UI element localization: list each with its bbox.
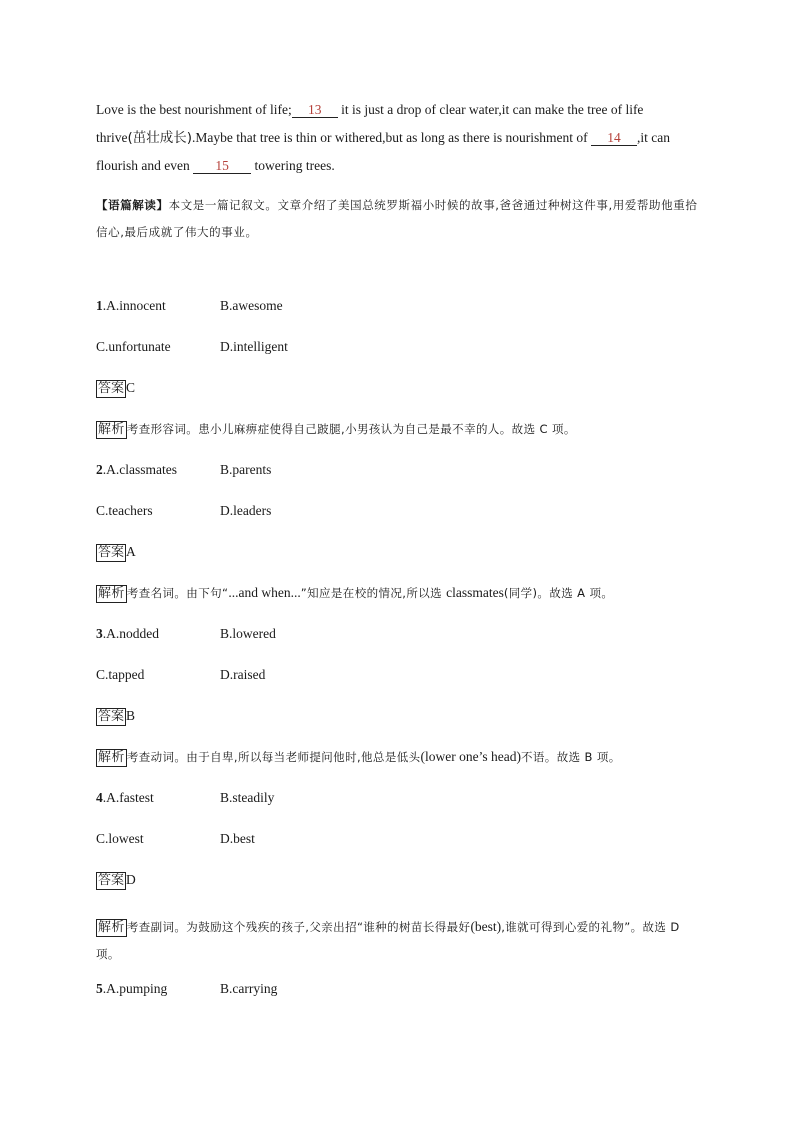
- option-d: D.raised: [220, 666, 266, 682]
- question-list: [96, 298, 706, 1022]
- analysis-text: ,谁就可得到心爱的礼物”。故选 D 项。: [96, 919, 680, 961]
- passage-text: .Maybe that tree is thin or withered,but as long as there is nourishment of: [192, 129, 591, 145]
- analysis-text: (同学)。故选 A 项。: [503, 585, 614, 600]
- question-1-analysis: [96, 421, 706, 462]
- option-a: .A.pumping: [102, 980, 168, 996]
- blank-14: 14: [591, 130, 637, 146]
- passage-text: ,it can: [636, 129, 670, 145]
- option-a: .A.classmates: [102, 461, 177, 477]
- analysis-text: 考查形容词。患小儿麻痹症使得自己跛腿,小男孩认为自己是最不幸的人。故选 C 项。: [126, 421, 576, 436]
- passage-text: towering trees.: [251, 158, 335, 173]
- question-2-options-row2: [96, 503, 706, 544]
- analysis-label: 解析: [98, 919, 125, 935]
- question-4-options-row1: [96, 790, 706, 831]
- answer-label: 答案: [98, 544, 125, 560]
- analysis-text: ...and when...: [228, 584, 301, 600]
- question-2-analysis: [96, 585, 706, 626]
- option-c: C.unfortunate: [96, 338, 171, 354]
- passage-gloss: (茁壮成长): [127, 129, 193, 146]
- option-b: B.steadily: [220, 789, 275, 805]
- analysis-label: 解析: [98, 421, 125, 437]
- reading-summary-tag: 【语篇解读】: [96, 197, 169, 212]
- answer-value: B: [126, 707, 136, 723]
- answer-value: A: [126, 543, 136, 559]
- question-2-answer: [96, 544, 706, 585]
- analysis-label: 解析: [98, 749, 125, 765]
- question-3-analysis: [96, 749, 706, 790]
- analysis-label: 解析: [98, 585, 125, 601]
- blank-13: 13: [292, 102, 338, 118]
- option-c: C.teachers: [96, 502, 153, 518]
- question-number: 3: [96, 625, 103, 641]
- option-d: D.best: [220, 830, 255, 846]
- answer-value: D: [126, 871, 136, 887]
- document-page: [96, 96, 706, 1022]
- option-a: .A.fastest: [102, 789, 154, 805]
- question-4-options-row2: [96, 831, 706, 872]
- question-1-options-row2: [96, 339, 706, 380]
- option-d: D.leaders: [220, 502, 272, 518]
- question-number: 5: [96, 980, 103, 996]
- passage-text: thrive: [96, 129, 128, 145]
- analysis-text: 考查名词。由下句“: [126, 585, 229, 600]
- reading-summary: [96, 192, 706, 246]
- passage-paragraph: [96, 96, 706, 180]
- analysis-text: ”知应是在校的情况,所以选: [300, 585, 447, 600]
- question-number: 2: [96, 461, 103, 477]
- option-c: C.lowest: [96, 830, 144, 846]
- question-1-options-row1: [96, 298, 706, 339]
- analysis-text: 考查动词。由于自卑,所以每当老师提问他时,他总是低头: [126, 749, 421, 764]
- option-b: B.carrying: [220, 980, 278, 996]
- analysis-text: (lower one’s head): [420, 748, 521, 764]
- option-b: B.awesome: [220, 297, 283, 313]
- answer-label: 答案: [98, 380, 125, 396]
- answer-label: 答案: [98, 708, 125, 724]
- analysis-text: classmates: [446, 584, 504, 600]
- blank-15: 15: [193, 158, 251, 174]
- option-a: .A.innocent: [102, 297, 166, 313]
- option-d: D.intelligent: [220, 338, 288, 354]
- question-2-options-row1: [96, 462, 706, 503]
- reading-summary-text: 本文是一篇记叙文。文章介绍了美国总统罗斯福小时候的故事,爸爸通过种树这件事,用爱帮助他重拾信心,最后成就了伟大的事业。: [96, 197, 698, 239]
- answer-label: 答案: [98, 872, 125, 888]
- question-3-answer: [96, 708, 706, 749]
- option-b: B.parents: [220, 461, 272, 477]
- option-c: C.tapped: [96, 666, 145, 682]
- question-3-options-row1: [96, 626, 706, 667]
- analysis-text: 考查副词。为鼓励这个残疾的孩子,父亲出招“谁种的树苗长得最好: [126, 919, 471, 934]
- question-number: 4: [96, 789, 103, 805]
- analysis-text: 不语。故选 B 项。: [521, 749, 621, 764]
- question-number: 1: [96, 297, 103, 313]
- question-4-answer: [96, 872, 706, 913]
- analysis-text: (best): [470, 918, 502, 934]
- question-5-options-row1: [96, 981, 706, 1022]
- passage-text: flourish and even: [96, 158, 194, 173]
- option-b: B.lowered: [220, 625, 276, 641]
- question-3-options-row2: [96, 667, 706, 708]
- option-a: .A.nodded: [102, 625, 159, 641]
- passage-text: it is just a drop of clear water,it can make the tree of life: [337, 102, 644, 117]
- question-1-answer: [96, 380, 706, 421]
- passage-text: Love is the best nourishment of life;: [96, 102, 292, 117]
- question-4-analysis: [96, 913, 706, 981]
- answer-value: C: [126, 379, 136, 395]
